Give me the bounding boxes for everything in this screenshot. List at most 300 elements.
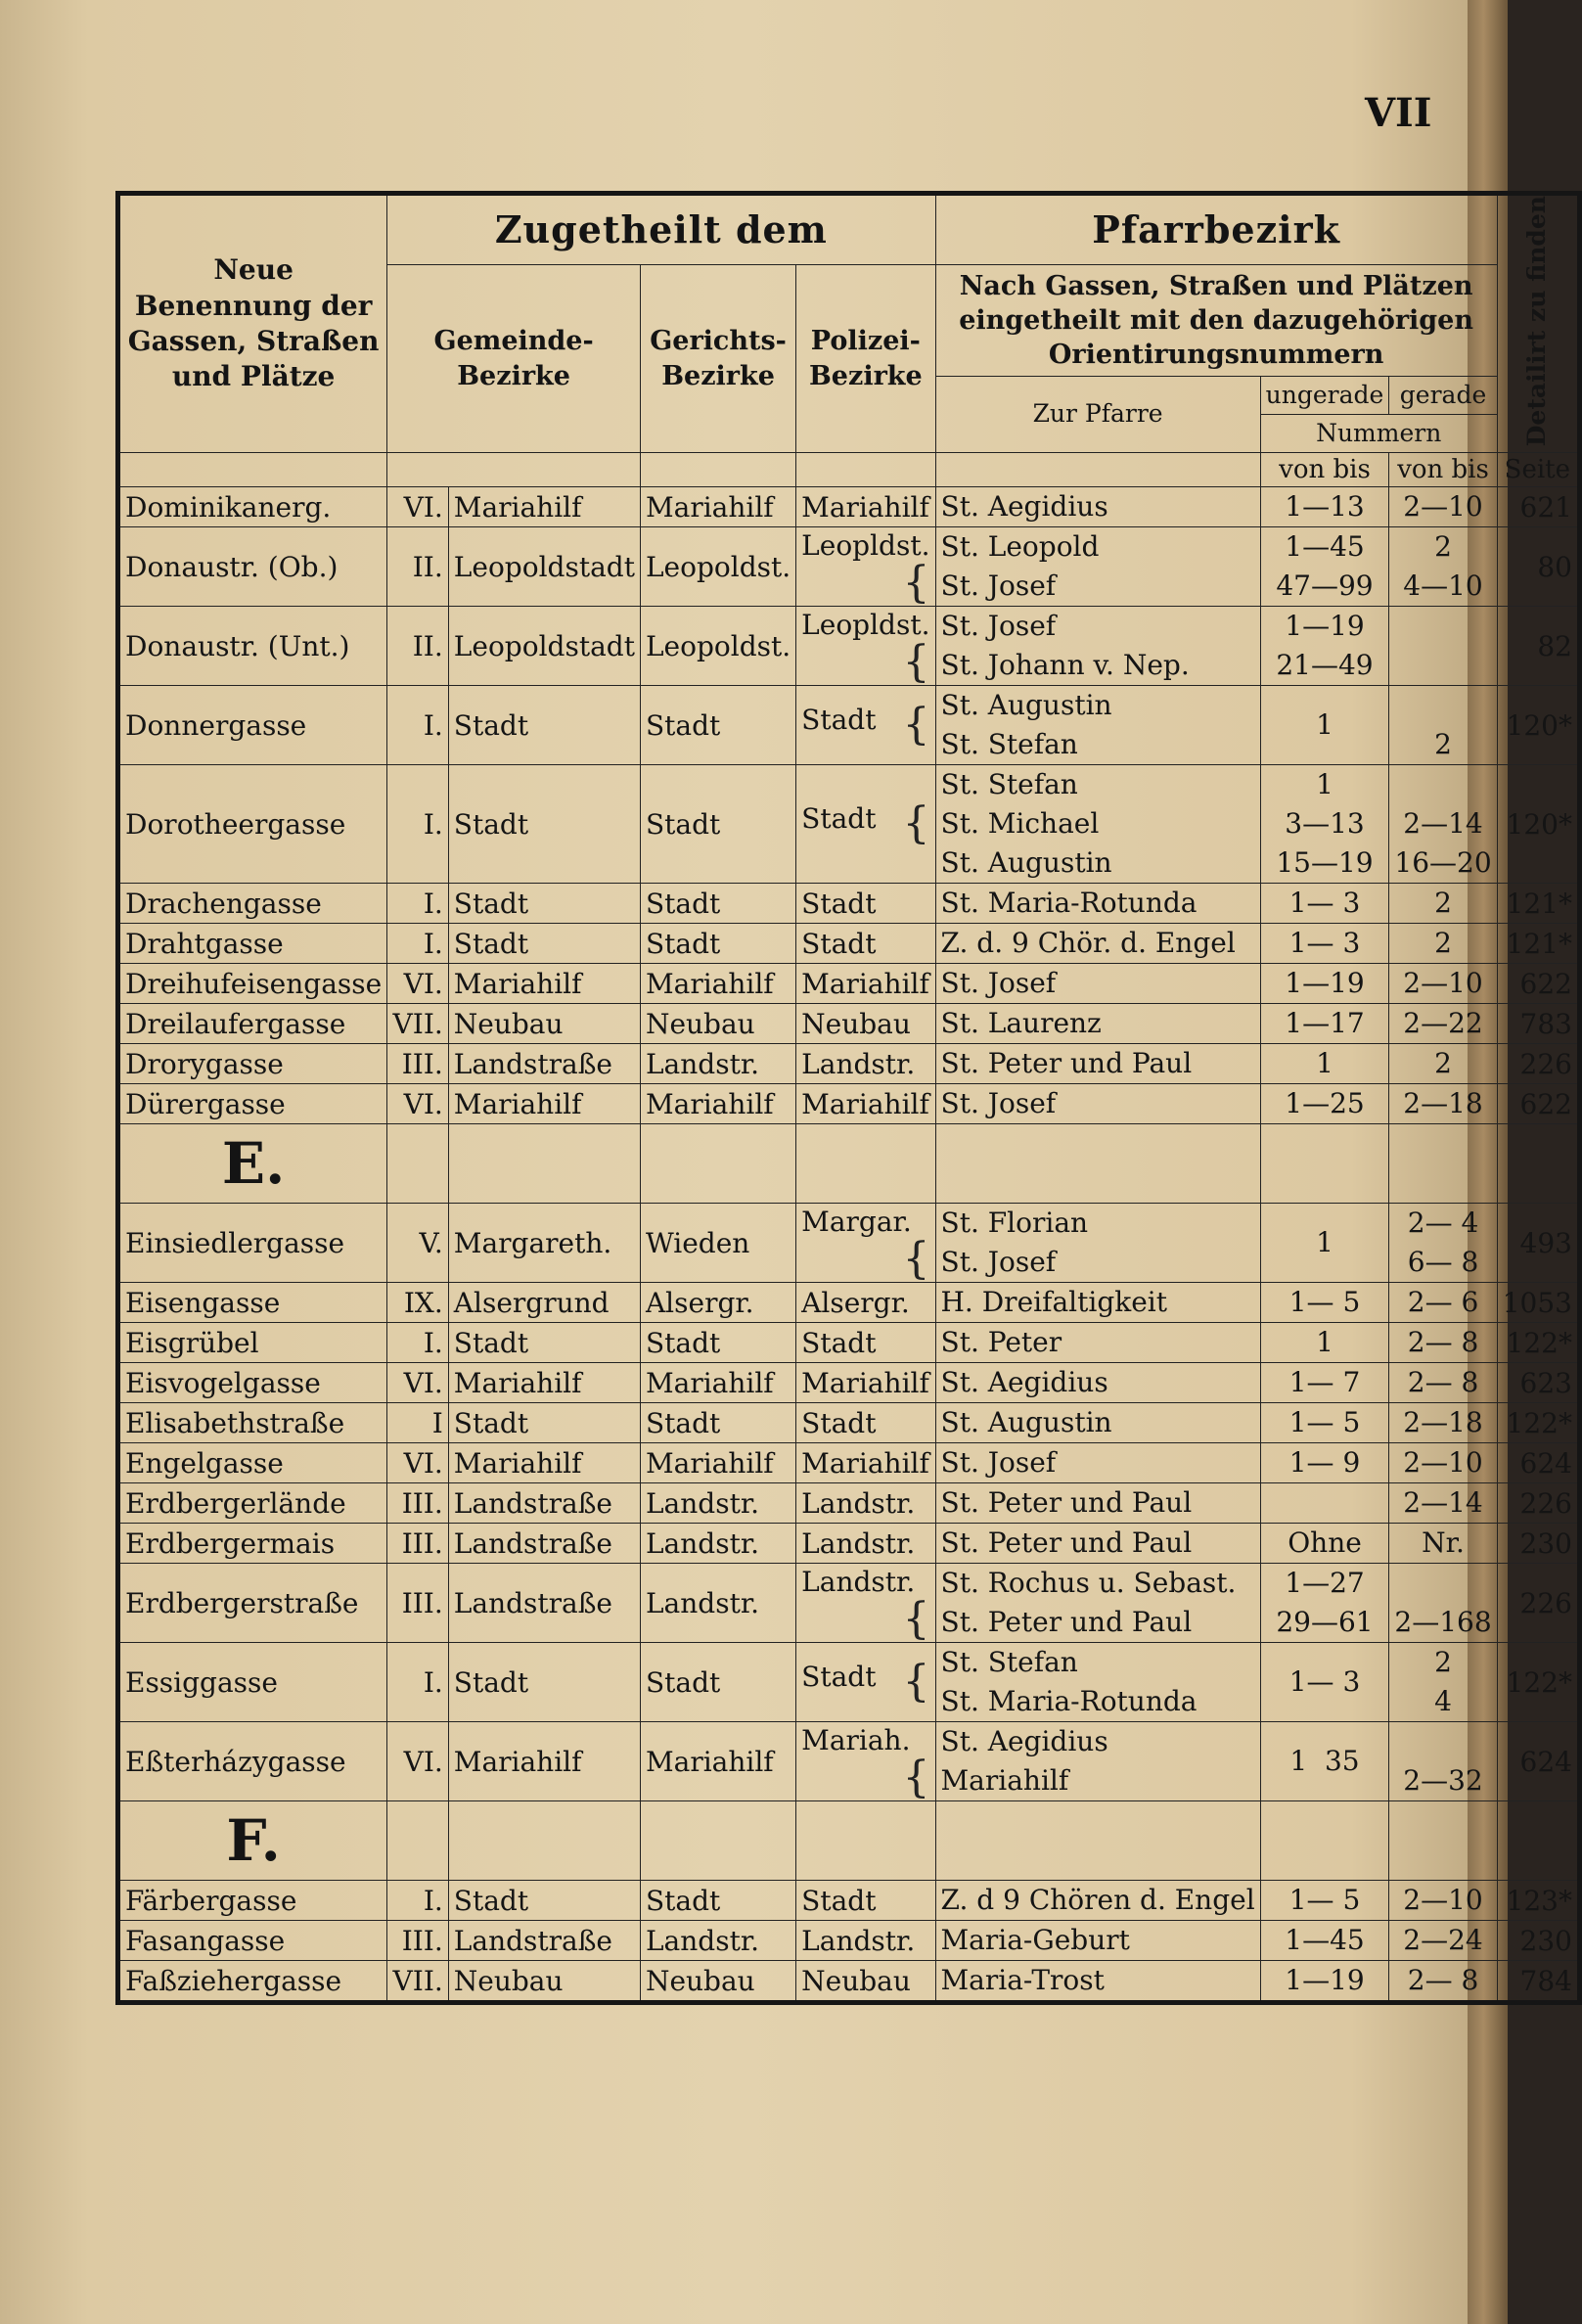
polizei-bezirk: Mariahilf — [796, 487, 935, 527]
table-row — [118, 1323, 1580, 1363]
page-ref: 1053 — [1497, 1283, 1579, 1323]
page-ref: 622 — [1497, 1084, 1579, 1124]
street-name: Färbergasse — [118, 1881, 387, 1921]
brace-glyph: { — [902, 636, 930, 687]
gerichts-bezirk: Stadt — [640, 884, 795, 924]
district-number: III. — [387, 1564, 449, 1643]
gerichts-bezirk: Wieden — [640, 1204, 795, 1283]
street-name: Dürergasse — [118, 1084, 387, 1124]
polizei-bezirk — [796, 1643, 935, 1722]
empty-cell — [1497, 1124, 1579, 1204]
gerichts-bezirk: Landstr. — [640, 1524, 795, 1564]
even-numbers: 2 — [1389, 1044, 1497, 1084]
street-name: Drorygasse — [118, 1044, 387, 1084]
section-letter: E. — [118, 1124, 387, 1204]
table-row — [118, 1722, 1580, 1801]
page-ref: 123* — [1497, 1881, 1579, 1921]
header-polizei: Polizei-Bezirke — [796, 265, 935, 453]
page-number: VII — [1365, 90, 1432, 136]
polizei-bezirk: Neubau — [796, 1004, 935, 1044]
empty-cell — [640, 1124, 795, 1204]
even-numbers: 2—10 — [1389, 964, 1497, 1004]
odd-numbers: 1— 5 — [1260, 1283, 1389, 1323]
page-ref: 120* — [1497, 686, 1579, 765]
page-ref: 121* — [1497, 884, 1579, 924]
even-numbers: 2—168 — [1389, 1564, 1497, 1643]
even-numbers: 2—14 16—20 — [1389, 765, 1497, 884]
odd-numbers: 1—13 — [1260, 487, 1389, 527]
sub-seite: Seite — [1497, 453, 1579, 487]
page-ref: 226 — [1497, 1564, 1579, 1643]
street-name: Eisgrübel — [118, 1323, 387, 1363]
empty-cell — [935, 1124, 1260, 1204]
empty-cell — [1389, 1801, 1497, 1881]
pfarre: St. Aegidius — [935, 487, 1260, 527]
polizei-bezirk: Stadt — [796, 1323, 935, 1363]
even-numbers: 2—24 — [1389, 1921, 1497, 1961]
pfarre: St. Augustin — [935, 1403, 1260, 1443]
district-number: II. — [387, 607, 449, 686]
page-ref: 621 — [1497, 487, 1579, 527]
header-neue-benennung: Neue Benennung der Gassen, Straßen und Plätze — [118, 194, 387, 453]
sub-blank — [387, 453, 641, 487]
empty-cell — [448, 1124, 640, 1204]
gemeinde-bezirk: Landstraße — [448, 1524, 640, 1564]
district-number: I. — [387, 1881, 449, 1921]
pfarre: St. Augustin St. Stefan — [935, 686, 1260, 765]
empty-cell — [1260, 1801, 1389, 1881]
odd-numbers: 1 — [1260, 1323, 1389, 1363]
table-row — [118, 964, 1580, 1004]
gerichts-bezirk: Stadt — [640, 686, 795, 765]
header-nach-gassen: Nach Gassen, Straßen und Plätzen eingetheilt mit den dazugehörigen Orientirungsnummern — [935, 265, 1497, 377]
district-number: V. — [387, 1204, 449, 1283]
gemeinde-bezirk: Mariahilf — [448, 1363, 640, 1403]
brace-glyph: { — [902, 798, 930, 849]
empty-cell — [1497, 1801, 1579, 1881]
gemeinde-bezirk: Alsergrund — [448, 1283, 640, 1323]
polizei-bezirk: Stadt — [796, 1403, 935, 1443]
page-ref: 226 — [1497, 1044, 1579, 1084]
polizei-bezirk: Landstr. — [796, 1524, 935, 1564]
section-letter-row — [118, 1124, 1580, 1204]
page-ref: 783 — [1497, 1004, 1579, 1044]
even-numbers: 2— 8 — [1389, 1363, 1497, 1403]
polizei-bezirk: Landstr. — [796, 1044, 935, 1084]
even-numbers: 2—14 — [1389, 1483, 1497, 1524]
odd-numbers: 1—17 — [1260, 1004, 1389, 1044]
page-ref: 80 — [1497, 527, 1579, 607]
district-number: IX. — [387, 1283, 449, 1323]
street-name: Eisvogelgasse — [118, 1363, 387, 1403]
even-numbers: 2 — [1389, 686, 1497, 765]
odd-numbers: 1— 3 — [1260, 884, 1389, 924]
district-number: VII. — [387, 1004, 449, 1044]
page-ref: 230 — [1497, 1921, 1579, 1961]
even-numbers: 2— 8 — [1389, 1323, 1497, 1363]
table-row — [118, 924, 1580, 964]
brace-glyph: { — [902, 1752, 930, 1802]
header-pfarrbezirk: Pfarrbezirk — [935, 194, 1497, 265]
street-name: Donaustr. (Unt.) — [118, 607, 387, 686]
street-name: Donaustr. (Ob.) — [118, 527, 387, 607]
district-number: I — [387, 1403, 449, 1443]
gemeinde-bezirk: Stadt — [448, 924, 640, 964]
table-row — [118, 1084, 1580, 1124]
district-number: VI. — [387, 964, 449, 1004]
gerichts-bezirk: Mariahilf — [640, 1722, 795, 1801]
gemeinde-bezirk: Neubau — [448, 1004, 640, 1044]
pfarre: Maria-Trost — [935, 1961, 1260, 2003]
pfarre: St. Peter — [935, 1323, 1260, 1363]
polizei-bezirk-text: Landstr. — [801, 1565, 916, 1598]
table-row — [118, 1483, 1580, 1524]
gemeinde-bezirk: Stadt — [448, 686, 640, 765]
pfarre: St. Peter und Paul — [935, 1044, 1260, 1084]
street-name: Erdbergerstraße — [118, 1564, 387, 1643]
street-name: Eßterházygasse — [118, 1722, 387, 1801]
pfarre: St. Peter und Paul — [935, 1483, 1260, 1524]
page-ref: 122* — [1497, 1643, 1579, 1722]
gerichts-bezirk: Mariahilf — [640, 1084, 795, 1124]
table-row — [118, 1524, 1580, 1564]
table-row — [118, 1881, 1580, 1921]
pfarre: H. Dreifaltigkeit — [935, 1283, 1260, 1323]
polizei-bezirk — [796, 765, 935, 884]
polizei-bezirk: Mariahilf — [796, 964, 935, 1004]
odd-numbers: 1— 7 — [1260, 1363, 1389, 1403]
empty-cell — [796, 1124, 935, 1204]
polizei-bezirk: Neubau — [796, 1961, 935, 2003]
gerichts-bezirk: Landstr. — [640, 1921, 795, 1961]
polizei-bezirk — [796, 527, 935, 607]
odd-numbers: 1—25 — [1260, 1084, 1389, 1124]
page-ref: 230 — [1497, 1524, 1579, 1564]
district-number: VI. — [387, 1722, 449, 1801]
page-ref: 122* — [1497, 1323, 1579, 1363]
table-row — [118, 1961, 1580, 2003]
district-number: I. — [387, 1643, 449, 1722]
gerichts-bezirk: Mariahilf — [640, 487, 795, 527]
odd-numbers: 1 35 — [1260, 1722, 1389, 1801]
even-numbers — [1389, 607, 1497, 686]
empty-cell — [796, 1801, 935, 1881]
street-name: Faßziehergasse — [118, 1961, 387, 2003]
header-zur-pfarre: Zur Pfarre — [935, 376, 1260, 453]
street-name: Drachengasse — [118, 884, 387, 924]
street-name: Erdbergerlände — [118, 1483, 387, 1524]
page-ref: 120* — [1497, 765, 1579, 884]
gemeinde-bezirk: Mariahilf — [448, 1443, 640, 1483]
polizei-bezirk — [796, 686, 935, 765]
even-numbers: 2 4 — [1389, 1643, 1497, 1722]
table-row — [118, 1921, 1580, 1961]
gemeinde-bezirk: Landstraße — [448, 1044, 640, 1084]
header-gerichts: Gerichts-Bezirke — [640, 265, 795, 453]
page-ref: 493 — [1497, 1204, 1579, 1283]
gerichts-bezirk: Stadt — [640, 1323, 795, 1363]
odd-numbers: 1—27 29—61 — [1260, 1564, 1389, 1643]
even-numbers: 2— 8 — [1389, 1961, 1497, 2003]
polizei-bezirk-text: Margar. — [801, 1205, 912, 1238]
polizei-bezirk: Stadt — [796, 1881, 935, 1921]
gemeinde-bezirk: Mariahilf — [448, 1084, 640, 1124]
even-numbers: 2—32 — [1389, 1722, 1497, 1801]
sub-blank — [640, 453, 795, 487]
gemeinde-bezirk: Stadt — [448, 765, 640, 884]
table-row — [118, 1403, 1580, 1443]
odd-numbers: 1—19 — [1260, 1961, 1389, 2003]
odd-numbers: 1—19 — [1260, 964, 1389, 1004]
brace-glyph: { — [902, 1593, 930, 1644]
table-row — [118, 884, 1580, 924]
even-numbers: 2—22 — [1389, 1004, 1497, 1044]
polizei-bezirk: Stadt — [796, 884, 935, 924]
polizei-bezirk-text: Leopldst. — [801, 608, 930, 641]
polizei-bezirk: Landstr. — [796, 1483, 935, 1524]
district-number: III. — [387, 1483, 449, 1524]
even-numbers: 2— 4 6— 8 — [1389, 1204, 1497, 1283]
district-number: VI. — [387, 487, 449, 527]
gerichts-bezirk: Stadt — [640, 1643, 795, 1722]
header-gerade: gerade — [1389, 376, 1497, 415]
district-number: I. — [387, 924, 449, 964]
page-ref: 623 — [1497, 1363, 1579, 1403]
table-row — [118, 527, 1580, 607]
polizei-bezirk-text: Stadt — [801, 704, 877, 737]
odd-numbers — [1260, 1483, 1389, 1524]
even-numbers: 2—18 — [1389, 1403, 1497, 1443]
odd-numbers: 1— 9 — [1260, 1443, 1389, 1483]
polizei-bezirk: Mariahilf — [796, 1363, 935, 1403]
street-name: Dreilaufergasse — [118, 1004, 387, 1044]
polizei-bezirk — [796, 1722, 935, 1801]
page-ref: 624 — [1497, 1443, 1579, 1483]
table-body — [118, 487, 1580, 2003]
gemeinde-bezirk: Landstraße — [448, 1564, 640, 1643]
page-ref: 226 — [1497, 1483, 1579, 1524]
gerichts-bezirk: Stadt — [640, 924, 795, 964]
gerichts-bezirk: Leopoldst. — [640, 607, 795, 686]
gemeinde-bezirk: Mariahilf — [448, 964, 640, 1004]
section-letter-row — [118, 1801, 1580, 1881]
odd-numbers: 1— 5 — [1260, 1881, 1389, 1921]
street-name: Fasangasse — [118, 1921, 387, 1961]
odd-numbers: 1—19 21—49 — [1260, 607, 1389, 686]
street-name: Drahtgasse — [118, 924, 387, 964]
gerichts-bezirk: Stadt — [640, 1881, 795, 1921]
gerichts-bezirk: Neubau — [640, 1961, 795, 2003]
sub-von-bis-gerade: von bis — [1389, 453, 1497, 487]
district-number: I. — [387, 765, 449, 884]
district-number: II. — [387, 527, 449, 607]
gemeinde-bezirk: Landstraße — [448, 1483, 640, 1524]
brace-glyph: { — [902, 557, 930, 608]
pfarre: St. Maria-Rotunda — [935, 884, 1260, 924]
pfarre: St. Josef — [935, 1084, 1260, 1124]
street-name: Dominikanerg. — [118, 487, 387, 527]
gemeinde-bezirk: Mariahilf — [448, 1722, 640, 1801]
table-row — [118, 607, 1580, 686]
polizei-bezirk: Alsergr. — [796, 1283, 935, 1323]
header-detailirt-cell — [1497, 194, 1579, 453]
gemeinde-bezirk: Stadt — [448, 1881, 640, 1921]
street-register-table — [115, 191, 1582, 2005]
district-number: III. — [387, 1524, 449, 1564]
gerichts-bezirk: Neubau — [640, 1004, 795, 1044]
gemeinde-bezirk: Leopoldstadt — [448, 527, 640, 607]
odd-numbers: Ohne — [1260, 1524, 1389, 1564]
brace-glyph: { — [902, 1657, 930, 1708]
polizei-bezirk: Mariahilf — [796, 1084, 935, 1124]
sub-blank — [118, 453, 387, 487]
even-numbers: 2—10 — [1389, 1881, 1497, 1921]
gemeinde-bezirk: Neubau — [448, 1961, 640, 2003]
pfarre: St. Josef St. Johann v. Nep. — [935, 607, 1260, 686]
polizei-bezirk: Stadt — [796, 924, 935, 964]
gemeinde-bezirk: Leopoldstadt — [448, 607, 640, 686]
sub-blank — [935, 453, 1260, 487]
district-number: VI. — [387, 1443, 449, 1483]
polizei-bezirk-text: Mariah. — [801, 1723, 911, 1756]
pfarre: St. Josef — [935, 964, 1260, 1004]
even-numbers: 2 — [1389, 924, 1497, 964]
gemeinde-bezirk: Stadt — [448, 1403, 640, 1443]
pfarre: St. Leopold St. Josef — [935, 527, 1260, 607]
empty-cell — [448, 1801, 640, 1881]
table-row — [118, 1443, 1580, 1483]
gemeinde-bezirk: Mariahilf — [448, 487, 640, 527]
street-name: Eisengasse — [118, 1283, 387, 1323]
table-row — [118, 487, 1580, 527]
district-number: I. — [387, 1323, 449, 1363]
table-row — [118, 686, 1580, 765]
empty-cell — [387, 1124, 449, 1204]
pfarre: St. Aegidius — [935, 1363, 1260, 1403]
street-name: Dorotheergasse — [118, 765, 387, 884]
empty-cell — [387, 1801, 449, 1881]
even-numbers: 2— 6 — [1389, 1283, 1497, 1323]
odd-numbers: 1— 5 — [1260, 1403, 1389, 1443]
gerichts-bezirk: Landstr. — [640, 1564, 795, 1643]
street-name: Dreihufeisengasse — [118, 964, 387, 1004]
odd-numbers: 1—45 — [1260, 1921, 1389, 1961]
page-ref: 784 — [1497, 1961, 1579, 2003]
header-nummern: Nummern — [1260, 415, 1497, 453]
street-name: Erdbergermais — [118, 1524, 387, 1564]
page-ref: 121* — [1497, 924, 1579, 964]
empty-cell — [1260, 1124, 1389, 1204]
page-ref: 122* — [1497, 1403, 1579, 1443]
pfarre: St. Rochus u. Sebast. St. Peter und Paul — [935, 1564, 1260, 1643]
page-ref: 82 — [1497, 607, 1579, 686]
polizei-bezirk — [796, 607, 935, 686]
polizei-bezirk: Mariahilf — [796, 1443, 935, 1483]
district-number: I. — [387, 686, 449, 765]
section-letter: F. — [118, 1801, 387, 1881]
pfarre: St. Peter und Paul — [935, 1524, 1260, 1564]
even-numbers: Nr. — [1389, 1524, 1497, 1564]
header-ungerade: ungerade — [1260, 376, 1389, 415]
table-row — [118, 1204, 1580, 1283]
gerichts-bezirk: Stadt — [640, 1403, 795, 1443]
gemeinde-bezirk: Stadt — [448, 884, 640, 924]
street-name: Essiggasse — [118, 1643, 387, 1722]
polizei-bezirk — [796, 1204, 935, 1283]
table-row — [118, 765, 1580, 884]
pfarre: St. Laurenz — [935, 1004, 1260, 1044]
sub-von-bis-ungerade: von bis — [1260, 453, 1389, 487]
polizei-bezirk — [796, 1564, 935, 1643]
street-name: Engelgasse — [118, 1443, 387, 1483]
gerichts-bezirk: Landstr. — [640, 1044, 795, 1084]
table-row — [118, 1643, 1580, 1722]
odd-numbers: 1 — [1260, 1204, 1389, 1283]
gerichts-bezirk: Alsergr. — [640, 1283, 795, 1323]
sub-blank — [796, 453, 935, 487]
pfarre: St. Stefan St. Michael St. Augustin — [935, 765, 1260, 884]
brace-glyph: { — [902, 700, 930, 751]
gerichts-bezirk: Mariahilf — [640, 1443, 795, 1483]
odd-numbers: 1— 3 — [1260, 924, 1389, 964]
table-row — [118, 1564, 1580, 1643]
even-numbers: 2—10 — [1389, 487, 1497, 527]
odd-numbers: 1 — [1260, 1044, 1389, 1084]
empty-cell — [935, 1801, 1260, 1881]
pfarre: St. Josef — [935, 1443, 1260, 1483]
header-zugetheilt: Zugetheilt dem — [387, 194, 935, 265]
gemeinde-bezirk: Landstraße — [448, 1921, 640, 1961]
polizei-bezirk-text: Leopldst. — [801, 528, 930, 562]
brace-glyph: { — [902, 1233, 930, 1284]
street-name: Elisabethstraße — [118, 1403, 387, 1443]
pfarre: Z. d. 9 Chör. d. Engel — [935, 924, 1260, 964]
district-number: I. — [387, 884, 449, 924]
even-numbers: 2 4—10 — [1389, 527, 1497, 607]
district-number: VI. — [387, 1363, 449, 1403]
odd-numbers: 1—45 47—99 — [1260, 527, 1389, 607]
polizei-bezirk-text: Stadt — [801, 802, 877, 836]
gerichts-bezirk: Landstr. — [640, 1483, 795, 1524]
even-numbers: 2—10 — [1389, 1443, 1497, 1483]
gerichts-bezirk: Stadt — [640, 765, 795, 884]
pfarre: St. Aegidius Mariahilf — [935, 1722, 1260, 1801]
empty-cell — [640, 1801, 795, 1881]
pfarre: St. Stefan St. Maria-Rotunda — [935, 1643, 1260, 1722]
street-name: Einsiedlergasse — [118, 1204, 387, 1283]
district-number: VI. — [387, 1084, 449, 1124]
table-row — [118, 1283, 1580, 1323]
odd-numbers: 1— 3 — [1260, 1643, 1389, 1722]
odd-numbers: 1 3—13 15—19 — [1260, 765, 1389, 884]
header-detailirt: Detailirt zu finden — [1522, 196, 1552, 447]
polizei-bezirk: Landstr. — [796, 1921, 935, 1961]
gerichts-bezirk: Mariahilf — [640, 964, 795, 1004]
pfarre: St. Florian St. Josef — [935, 1204, 1260, 1283]
district-number: III. — [387, 1921, 449, 1961]
page-ref: 622 — [1497, 964, 1579, 1004]
table-row — [118, 1004, 1580, 1044]
odd-numbers: 1 — [1260, 686, 1389, 765]
table-row — [118, 1044, 1580, 1084]
district-number: III. — [387, 1044, 449, 1084]
district-number: VII. — [387, 1961, 449, 2003]
gerichts-bezirk: Leopoldst. — [640, 527, 795, 607]
street-name: Donnergasse — [118, 686, 387, 765]
gerichts-bezirk: Mariahilf — [640, 1363, 795, 1403]
polizei-bezirk-text: Stadt — [801, 1661, 877, 1694]
even-numbers: 2—18 — [1389, 1084, 1497, 1124]
